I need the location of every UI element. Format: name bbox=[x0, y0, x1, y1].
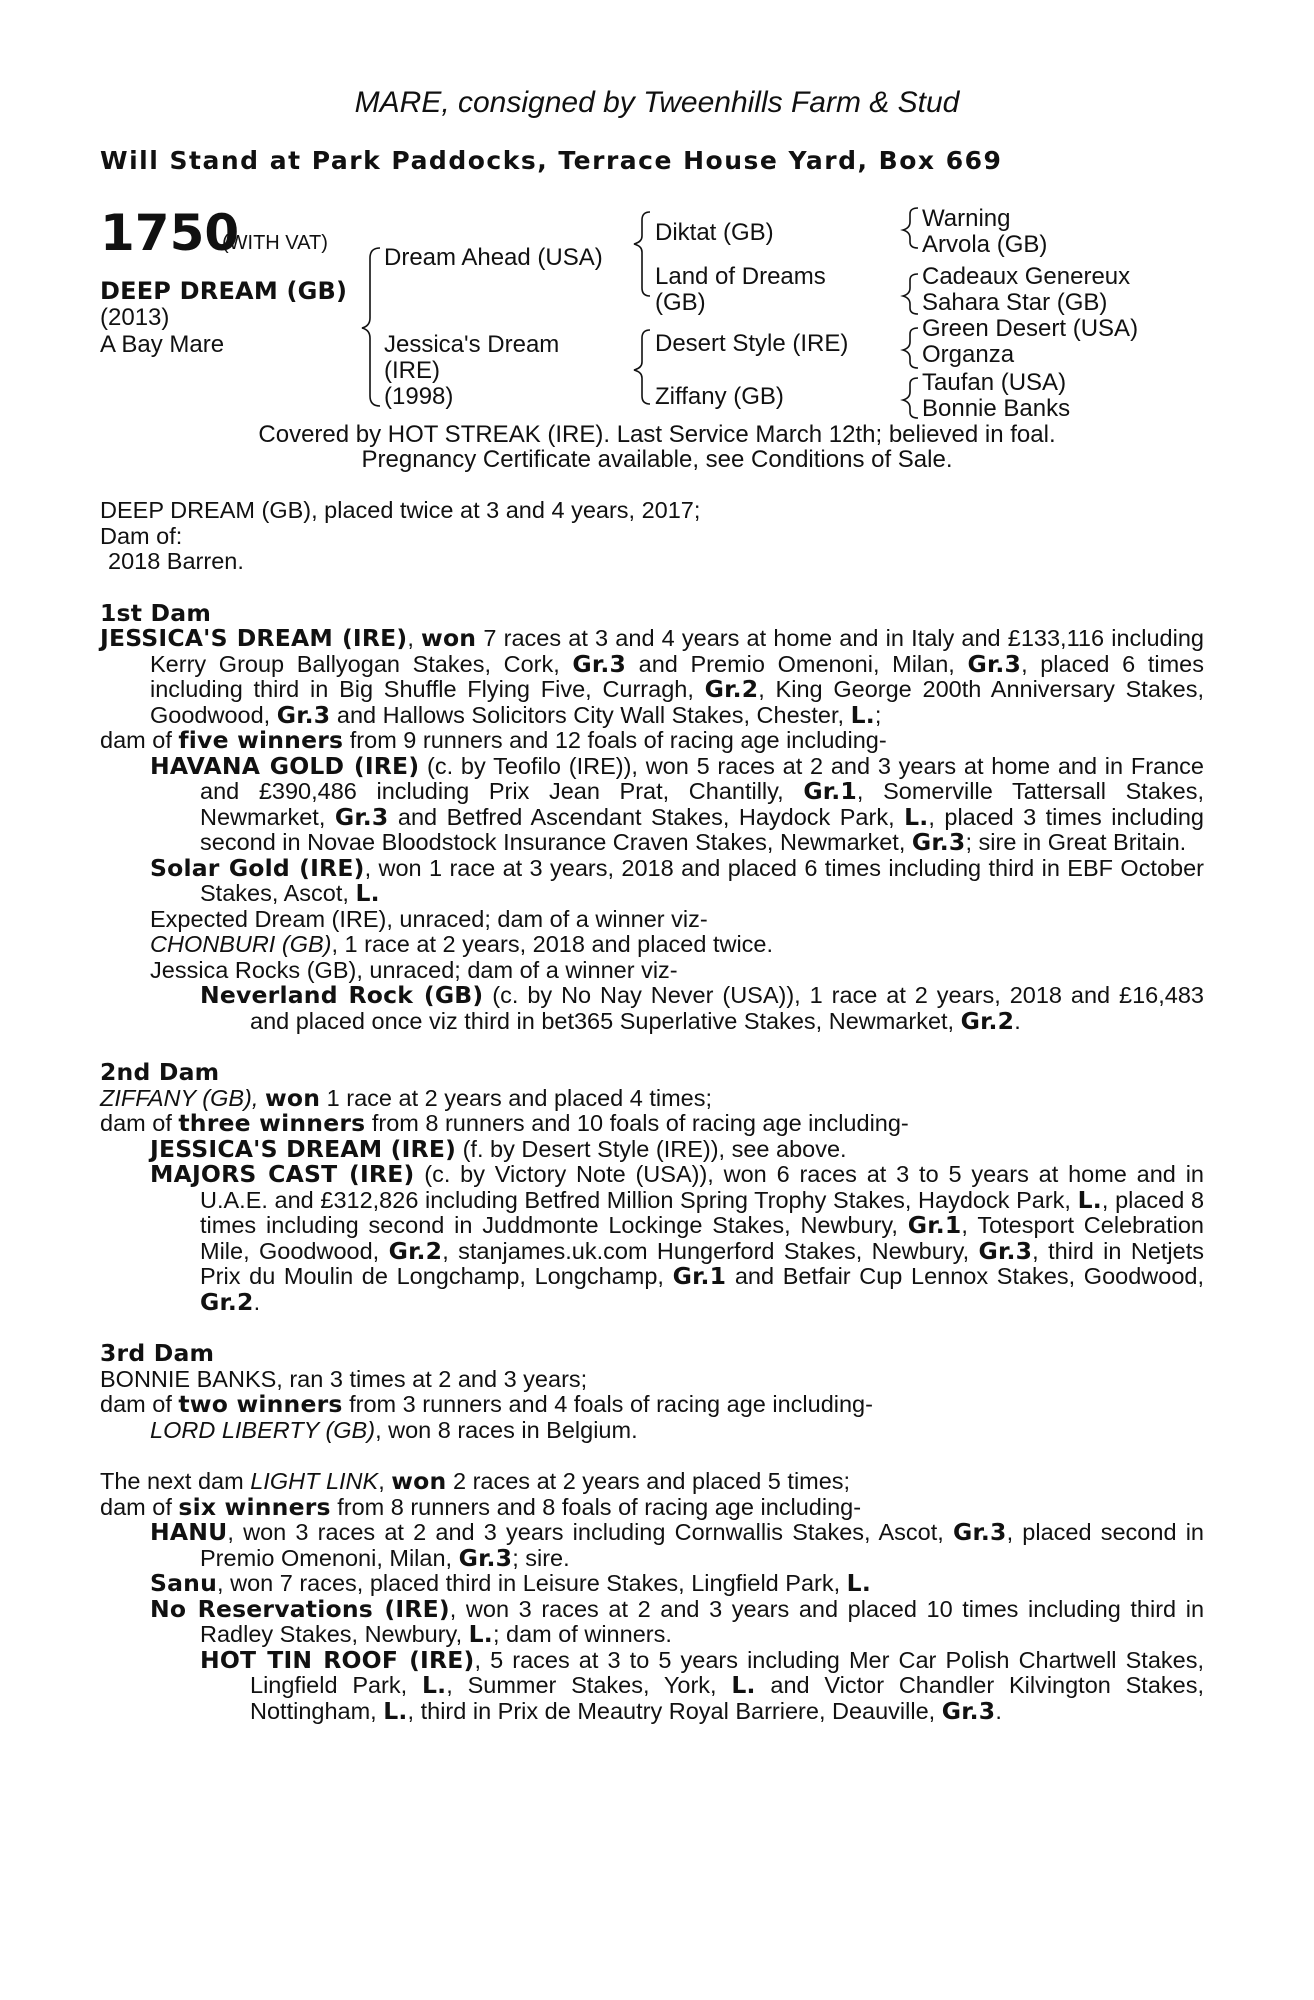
record-text: from 8 runners and 8 foals of racing age including- bbox=[330, 1493, 862, 1520]
grade-label: L. bbox=[355, 879, 380, 907]
record-text: , Summer Stakes, York, bbox=[446, 1672, 732, 1698]
bracket-g3 bbox=[903, 328, 918, 368]
next-dam-name: LIGHT LINK bbox=[250, 1468, 379, 1494]
record-text: and Betfred Ascendant Stakes, Haydock Park, bbox=[388, 803, 905, 830]
vat-note: (WITH VAT) bbox=[222, 232, 328, 254]
offspring-name: Solar Gold (IRE) bbox=[150, 853, 365, 882]
first-dam-produce-summary bbox=[100, 728, 1204, 754]
record-text: dam of bbox=[100, 1493, 179, 1520]
offspring-jessica-rocks: Jessica Rocks (GB), unraced; dam of a winner viz- bbox=[150, 956, 678, 983]
grade-label: Gr.2 bbox=[704, 675, 759, 703]
record-text: , bbox=[378, 1468, 392, 1494]
grand-offspring-hot-tin-roof bbox=[200, 1645, 1204, 1725]
won-label: won bbox=[391, 1467, 447, 1495]
record-text: dam of bbox=[100, 1391, 179, 1417]
record-text: and Hallows Solicitors City Wall Stakes, Chester, bbox=[330, 701, 851, 728]
pedigree-dam-year: (1998) bbox=[384, 383, 454, 410]
record-text: , Totesport Celebration Mile, Goodwood, bbox=[200, 1212, 1204, 1264]
pedigree-sire-dam: Land of Dreams bbox=[655, 263, 826, 290]
record-text: . bbox=[253, 1288, 261, 1315]
record-text: , won 7 races, placed third in Leisure Stakes, Lingfield Park, bbox=[217, 1570, 847, 1596]
next-dam-record bbox=[100, 1469, 1204, 1495]
record-text: , won 3 races at 2 and 3 years including Cornwallis Stakes, Ascot, bbox=[227, 1519, 953, 1545]
record-text: , won 1 race at 3 years, 2018 and placed 6 times including third in EBF October Stakes, Ascot, bbox=[200, 854, 1204, 906]
record-text: (c. by Teofilo (IRE)), won 5 races at 2 and 3 years at home and in France and £390,486 including Prix Jean Prat, Chantilly, bbox=[200, 752, 1205, 804]
pedigree-g6: Organza bbox=[922, 341, 1015, 368]
record-text: , bbox=[251, 1084, 265, 1111]
record-text: dam of bbox=[100, 1110, 179, 1136]
next-dam-produce-summary bbox=[100, 1492, 1204, 1521]
record-text: , Somerville Tattersall Stakes, Newmarket, bbox=[200, 778, 1204, 830]
pedigree-dam-sire: Desert Style (IRE) bbox=[655, 330, 849, 357]
winners-count: three winners bbox=[178, 1109, 366, 1137]
offspring-name: No Reservations (IRE) bbox=[150, 1594, 450, 1623]
record-text: from 8 runners and 10 foals of racing age including- bbox=[365, 1110, 909, 1136]
lot-number: 1750 bbox=[100, 204, 240, 262]
record-text: , stanjames.uk.com Hungerford Stakes, Newbury, bbox=[442, 1237, 979, 1264]
offspring-jessicas-dream bbox=[150, 1134, 1204, 1163]
record-text: . bbox=[1014, 1007, 1021, 1034]
offspring-name: HOT TIN ROOF (IRE) bbox=[200, 1645, 475, 1674]
second-dam-record bbox=[100, 1083, 1204, 1112]
pedigree-dam-country: (IRE) bbox=[384, 357, 440, 384]
offspring-name: Neverland Rock (GB) bbox=[200, 981, 484, 1009]
record-text: from 9 runners and 12 foals of racing age including- bbox=[343, 727, 887, 753]
record-text: , won 8 races in Belgium. bbox=[375, 1416, 638, 1443]
second-dam-name: ZIFFANY (GB) bbox=[100, 1084, 252, 1111]
first-dam-heading: 1st Dam bbox=[100, 598, 212, 627]
pedigree-g3: Cadeaux Genereux bbox=[922, 263, 1131, 290]
record-text: and Premio Omenoni, Milan, bbox=[626, 650, 968, 677]
record-text: dam of bbox=[100, 727, 179, 753]
first-dam-record: JESSICA'S DREAM (IRE), won 7 races at 3 and 4 years at home and in Italy and £133,116 including Kerry Group Ballyogan Stakes, Cork, Gr.3 and Premio Omenoni, Milan, Gr.3, placed 6 times including third in Big Shuffle Flying Five, Curragh, Gr.2, King George 200th Anniversary Stakes, Goodwood, Gr.3 and Hallows Solicitors City Wall Stakes, Chester, L.; bbox=[100, 624, 1204, 729]
grade-label: Gr.2 bbox=[388, 1236, 443, 1265]
grade-label: Gr.1 bbox=[803, 777, 857, 805]
record-text: The next dam bbox=[100, 1468, 251, 1494]
offspring-solar-gold bbox=[150, 853, 1204, 907]
second-dam-heading: 2nd Dam bbox=[100, 1058, 220, 1086]
pedigree-dam: Jessica's Dream bbox=[384, 331, 560, 358]
grand-offspring-chonburi bbox=[150, 932, 1204, 958]
record-text: (c. by Victory Note (USA)), won 6 races at 3 to 5 years at home and in U.A.E. and £312,826 including Betfred Million Spring Trophy Stakes, Haydock Park, bbox=[200, 1161, 1204, 1213]
record-text: , 5 races at 3 to 5 years including Mer Car Polish Chartwell Stakes, Lingfield Park, bbox=[250, 1646, 1204, 1698]
record-text: ; sire. bbox=[512, 1544, 570, 1571]
record-text: ; dam of winners. bbox=[492, 1621, 672, 1647]
won-label: won bbox=[264, 1083, 321, 1112]
produce-record: 2018 Barren. bbox=[108, 548, 244, 574]
record-text: from 3 runners and 4 foals of racing age including- bbox=[342, 1391, 873, 1417]
grade-label: Gr.2 bbox=[960, 1006, 1015, 1035]
won-label: won bbox=[421, 624, 477, 652]
pedigree-g5: Green Desert (USA) bbox=[922, 315, 1139, 342]
record-text: , placed 3 times including second in Novae Bloodstock Insurance Craven Stakes, Newmarket, bbox=[200, 803, 1205, 855]
record-text: , third in Prix de Meautry Royal Barriere, Deauville, bbox=[407, 1697, 942, 1724]
record-text: , King George 200th Anniversary Stakes, Goodwood, bbox=[150, 676, 1204, 728]
grade-label: L. bbox=[904, 802, 929, 831]
record-text: and Betfair Cup Lennox Stakes, Goodwood, bbox=[726, 1263, 1204, 1289]
offspring-name: LORD LIBERTY (GB) bbox=[150, 1416, 376, 1443]
grade-label: L. bbox=[383, 1696, 408, 1725]
bracket-g1 bbox=[903, 208, 918, 248]
offspring-name: MAJORS CAST (IRE) bbox=[150, 1160, 415, 1188]
offspring-name: CHONBURI (GB) bbox=[150, 931, 332, 957]
third-dam-produce-summary bbox=[100, 1392, 1204, 1418]
pedigree-g8: Bonnie Banks bbox=[922, 395, 1071, 422]
pedigree-dam-dam: Ziffany (GB) bbox=[655, 383, 784, 410]
bracket-dam-line bbox=[634, 330, 650, 404]
page-title: MARE, consigned by Tweenhills Farm & Stud bbox=[354, 86, 960, 119]
record-text: (c. by No Nay Never (USA)), 1 race at 2 years, 2018 and £16,483 and placed once viz third in bet365 Superlative Stakes, Newmarket, bbox=[250, 982, 1204, 1034]
first-dam-name: JESSICA'S DREAM (IRE) bbox=[100, 624, 408, 652]
foaled-year: (2013) bbox=[100, 304, 170, 331]
grade-label: L. bbox=[421, 1671, 447, 1699]
grade-label: L. bbox=[846, 1569, 871, 1597]
grade-label: Gr.3 bbox=[978, 1236, 1033, 1265]
grade-label: L. bbox=[850, 700, 875, 729]
bracket-g2 bbox=[903, 274, 918, 314]
pedigree-g4: Sahara Star (GB) bbox=[922, 289, 1108, 316]
grade-label: L. bbox=[468, 1620, 493, 1648]
record-text: , placed 8 times including second in Juddmonte Lockinge Stakes, Newbury, bbox=[200, 1186, 1205, 1238]
pedigree-g2: Arvola (GB) bbox=[922, 231, 1048, 258]
grade-label: Gr.3 bbox=[276, 700, 331, 729]
bracket-sire-line bbox=[634, 212, 650, 296]
record-text: . bbox=[995, 1697, 1002, 1724]
record-text: 1 race at 2 years and placed 4 times; bbox=[320, 1084, 713, 1111]
offspring-name: JESSICA'S DREAM (IRE) bbox=[150, 1134, 457, 1163]
pedigree-sire: Dream Ahead (USA) bbox=[384, 244, 603, 271]
grade-label: Gr.3 bbox=[952, 1518, 1007, 1546]
horse-description: A Bay Mare bbox=[100, 331, 225, 358]
horse-name: DEEP DREAM (GB) bbox=[100, 277, 348, 305]
grade-label: Gr.3 bbox=[334, 802, 389, 831]
record-text: , third in Netjets Prix du Moulin de Longchamp, Longchamp, bbox=[200, 1237, 1205, 1289]
record-text: ; sire in Great Britain. bbox=[965, 829, 1187, 855]
pedigree-sire-dam-country: (GB) bbox=[655, 289, 706, 316]
record-text: , placed 6 times including third in Big Shuffle Flying Five, Curragh, bbox=[150, 650, 1204, 702]
offspring-name: Sanu bbox=[150, 1569, 218, 1597]
pedigree-sire-sire: Diktat (GB) bbox=[655, 219, 774, 246]
pedigree-g1: Warning bbox=[922, 205, 1011, 232]
bracket-g4 bbox=[903, 378, 918, 418]
offspring-name: HANU bbox=[150, 1518, 228, 1546]
bracket-parents bbox=[362, 248, 380, 406]
pedigree-g7: Taufan (USA) bbox=[922, 369, 1067, 396]
record-text: 7 races at 3 and 4 years at home and in Italy and £133,116 including Kerry Group Ballyogan Stakes, Cork, bbox=[150, 625, 1204, 677]
record-text: , 1 race at 2 years, 2018 and placed twice. bbox=[331, 931, 774, 957]
offspring-name: HAVANA GOLD (IRE) bbox=[150, 751, 420, 780]
grade-label: Gr.3 bbox=[967, 649, 1022, 678]
second-dam-produce-summary bbox=[100, 1111, 1204, 1137]
record-text: (f. by Desert Style (IRE)), see above. bbox=[456, 1135, 847, 1162]
winners-count: two winners bbox=[178, 1390, 343, 1418]
winners-count: six winners bbox=[178, 1492, 331, 1521]
dam-of-label: Dam of: bbox=[100, 522, 183, 549]
summary-line: DEEP DREAM (GB), placed twice at 3 and 4 years, 2017; bbox=[100, 497, 701, 523]
offspring-lord-liberty bbox=[150, 1418, 1204, 1444]
venue-line: Will Stand at Park Paddocks, Terrace House Yard, Box 669 bbox=[100, 146, 1003, 175]
grade-label: Gr.3 bbox=[458, 1543, 513, 1572]
covering-line-1: Covered by HOT STREAK (IRE). Last Service March 12th; believed in foal. bbox=[258, 421, 1056, 448]
grade-label: Gr.1 bbox=[907, 1211, 962, 1239]
offspring-sanu bbox=[150, 1571, 1204, 1597]
record-text: , placed second in Premio Omenoni, Milan, bbox=[200, 1519, 1204, 1571]
record-text: , won 3 races at 2 and 3 years and placed 10 times including third in Radley Stakes, Newbury, bbox=[200, 1595, 1205, 1647]
grade-label: Gr.3 bbox=[941, 1696, 996, 1725]
record-text: and Victor Chandler Kilvington Stakes, Nottingham, bbox=[250, 1672, 1204, 1724]
winners-count: five winners bbox=[178, 726, 344, 754]
grade-label: Gr.1 bbox=[672, 1262, 727, 1290]
record-text: ; bbox=[874, 701, 882, 728]
offspring-majors-cast bbox=[150, 1162, 1204, 1315]
offspring-no-reservations bbox=[150, 1594, 1205, 1648]
offspring-hanu bbox=[150, 1520, 1204, 1571]
third-dam-record: BONNIE BANKS, ran 3 times at 2 and 3 years; bbox=[100, 1365, 588, 1392]
grade-label: L. bbox=[731, 1671, 756, 1699]
grade-label: L. bbox=[1077, 1185, 1102, 1214]
grade-label: Gr.3 bbox=[572, 649, 627, 678]
produce-text bbox=[100, 498, 1204, 1724]
record-text: 2 races at 2 years and placed 5 times; bbox=[446, 1468, 851, 1494]
third-dam-heading: 3rd Dam bbox=[100, 1339, 215, 1367]
grade-label: Gr.2 bbox=[200, 1287, 254, 1316]
covering-line-2: Pregnancy Certificate available, see Conditions of Sale. bbox=[361, 446, 953, 473]
grade-label: Gr.3 bbox=[911, 828, 966, 856]
offspring-havana-gold bbox=[150, 751, 1205, 856]
offspring-expected-dream: Expected Dream (IRE), unraced; dam of a winner viz- bbox=[150, 905, 708, 932]
grand-offspring-neverland-rock bbox=[200, 983, 1204, 1034]
